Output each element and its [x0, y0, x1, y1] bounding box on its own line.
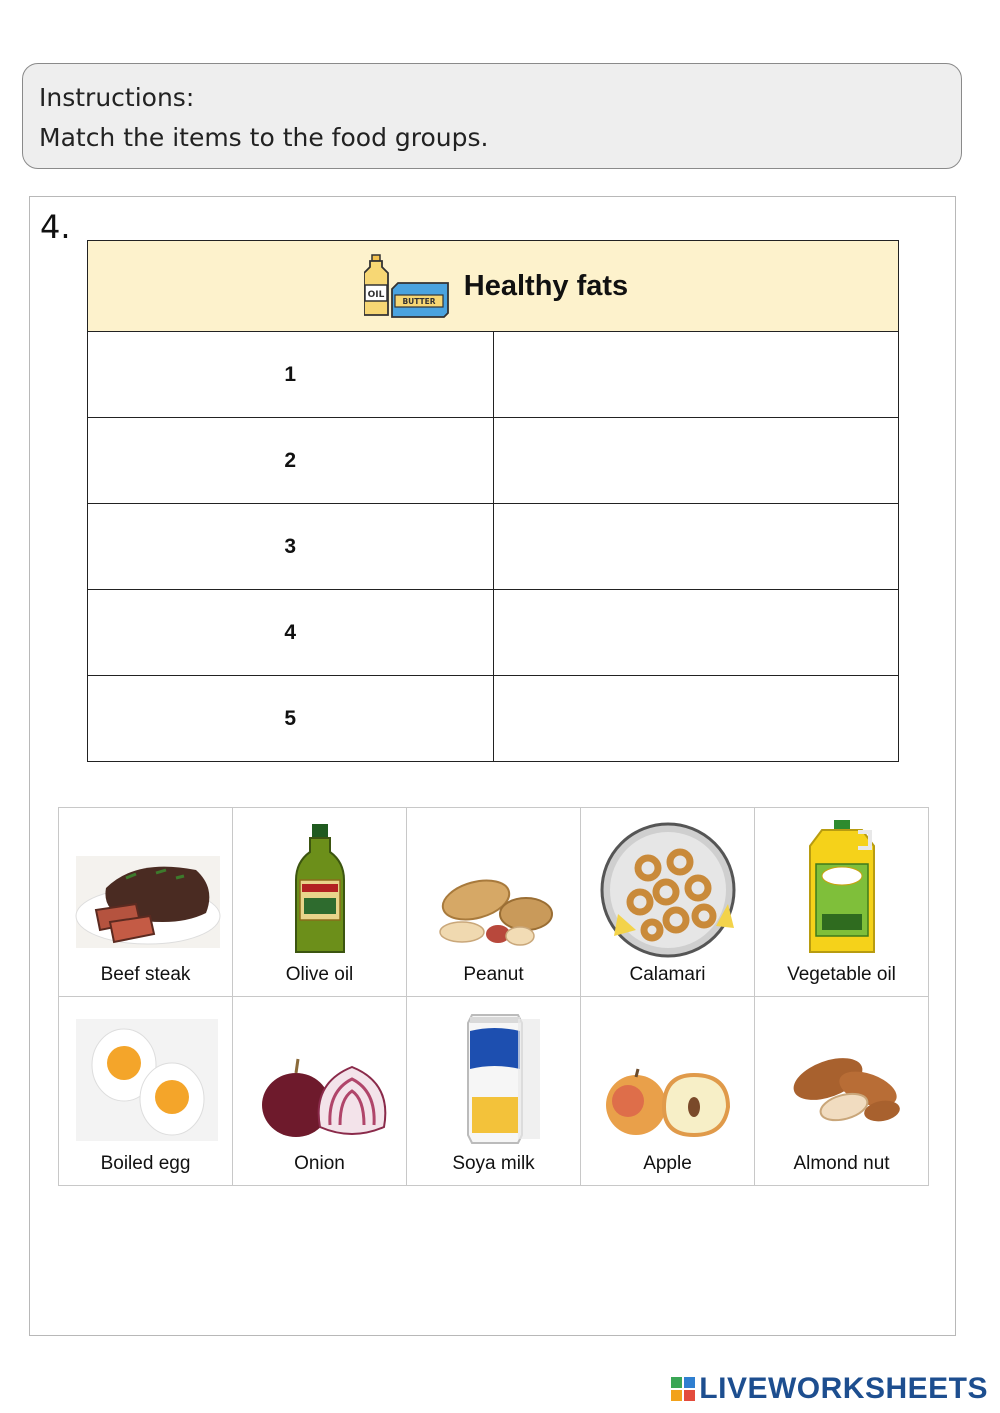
liveworksheets-logo-text: LIVEWORKSHEETS	[699, 1372, 988, 1405]
item-label: Onion	[294, 1153, 345, 1174]
item-label: Vegetable oil	[787, 964, 896, 985]
vegetable-oil-image	[762, 818, 922, 958]
onion-image	[240, 1007, 400, 1147]
item-card-soya-milk[interactable]	[407, 997, 581, 1186]
row-number: 2	[88, 418, 494, 504]
item-label: Soya milk	[452, 1153, 535, 1174]
answer-drop-slot[interactable]	[493, 590, 899, 676]
liveworksheets-logo-icon	[671, 1377, 695, 1401]
item-label: Beef steak	[100, 964, 191, 985]
soya-milk-image	[414, 1007, 574, 1147]
svg-text:BUTTER: BUTTER	[402, 297, 436, 306]
oil-butter-icon	[364, 253, 450, 319]
item-label: Apple	[643, 1153, 692, 1174]
instructions-heading: Instructions:	[39, 83, 195, 112]
row-number: 1	[88, 332, 494, 418]
almond-nut-image	[762, 1007, 922, 1147]
answer-drop-slot[interactable]	[493, 504, 899, 590]
svg-text:OIL: OIL	[367, 290, 385, 300]
row-number: 3	[88, 504, 494, 590]
food-group-title: Healthy fats	[463, 269, 629, 302]
instructions-text: Match the items to the food groups.	[39, 123, 489, 152]
peanut-image	[414, 818, 574, 958]
item-bank	[58, 807, 929, 1186]
question-number: 4.	[40, 208, 71, 246]
answer-drop-slot[interactable]	[493, 418, 899, 504]
answer-drop-slot[interactable]	[493, 332, 899, 418]
item-card-beef-steak[interactable]	[59, 808, 233, 997]
item-card-peanut[interactable]	[407, 808, 581, 997]
item-card-olive-oil[interactable]	[233, 808, 407, 997]
calamari-image	[588, 818, 748, 958]
item-card-boiled-egg[interactable]	[59, 997, 233, 1186]
item-card-apple[interactable]	[581, 997, 755, 1186]
answer-drop-slot[interactable]	[493, 676, 899, 762]
apple-image	[588, 1007, 748, 1147]
item-label: Calamari	[629, 964, 706, 985]
instructions-box	[22, 63, 962, 169]
row-number: 5	[88, 676, 494, 762]
answer-row	[88, 332, 899, 418]
answer-row	[88, 676, 899, 762]
answer-row	[88, 504, 899, 590]
liveworksheets-logo	[671, 1372, 988, 1406]
item-label: Olive oil	[285, 964, 354, 985]
answer-row	[88, 590, 899, 676]
food-group-header	[88, 241, 899, 332]
item-card-vegetable-oil[interactable]	[755, 808, 929, 997]
item-card-onion[interactable]	[233, 997, 407, 1186]
item-card-calamari[interactable]	[581, 808, 755, 997]
item-card-almond-nut[interactable]	[755, 997, 929, 1186]
answer-row	[88, 418, 899, 504]
answer-table	[87, 240, 899, 762]
olive-oil-image	[240, 818, 400, 958]
boiled-egg-image	[66, 1007, 226, 1147]
item-label: Peanut	[463, 964, 524, 985]
item-label: Boiled egg	[100, 1153, 191, 1174]
beef-steak-image	[66, 818, 226, 958]
item-label: Almond nut	[793, 1153, 890, 1174]
row-number: 4	[88, 590, 494, 676]
